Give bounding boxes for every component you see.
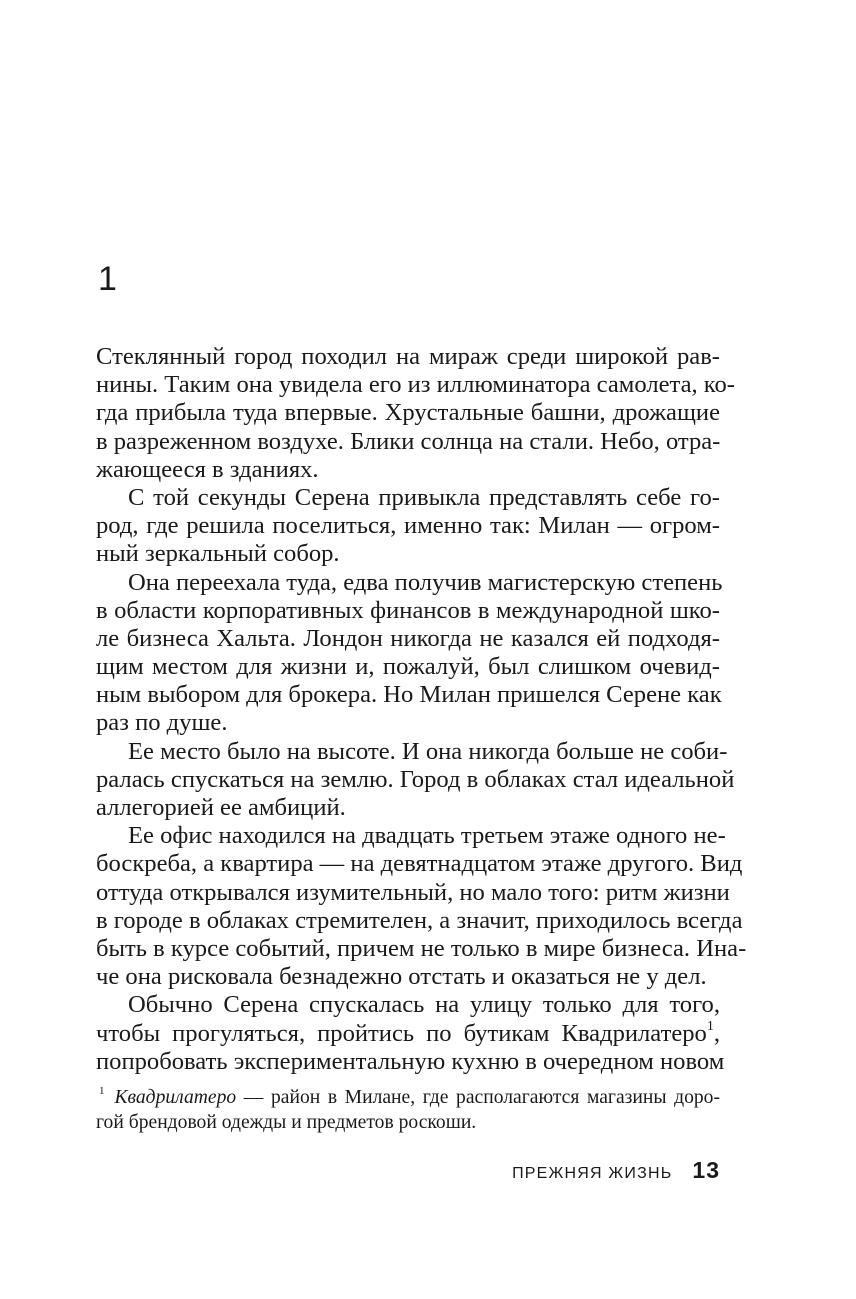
text-line: в области корпоративных финансов в международной шко- [96, 596, 720, 624]
text-fragment: чтобы прогуляться, пройтись по бутикам Квадрилатеро [96, 1019, 707, 1047]
text-line: оттуда открывался изумительный, но мало того: ритм жизни [96, 878, 730, 906]
text-line: Ее офис находился на двадцать третьем этаже одного не- [128, 822, 726, 850]
chapter-number: 1 [98, 260, 117, 298]
text-line: в городе в облаках стремителен, а значит, приходилось всегда [96, 906, 743, 934]
text-line: боскреба, а квартира — на девятнадцатом этаже другого. Вид [96, 850, 743, 878]
text-line: Она переехала туда, едва получив магистерскую степень [128, 568, 723, 596]
text-line: че она рисковала безнадежно отстать и оказаться не у дел. [96, 963, 707, 991]
body-text [96, 343, 747, 1076]
running-section-title: ПРЕЖНЯЯ ЖИЗНЬ [512, 1165, 673, 1182]
footnote-mark: 1 [99, 1085, 105, 1097]
text-line-with-footnote [96, 1020, 720, 1048]
text-line: ралась спускаться на землю. Город в облаках стал идеальной [96, 765, 735, 793]
text-line: род, где решила поселиться, именно так: Милан — огром- [96, 512, 720, 540]
text-line: ным выбором для брокера. Но Милан пришелся Серене как [96, 681, 722, 709]
text-line: нины. Таким она увидела его из иллюминатора самолета, ко- [96, 371, 735, 399]
footnote-line [96, 1086, 720, 1111]
running-footer [512, 1157, 720, 1184]
text-fragment: , [713, 1019, 720, 1047]
text-line: С той секунды Серена привыкла представлять себе го- [128, 483, 720, 511]
text-line: попробовать экспериментальную кухню в очередном новом [96, 1047, 725, 1075]
text-line: щим местом для жизни и, пожалуй, был слишком очевид- [96, 653, 720, 681]
text-line: раз по душе. [96, 709, 228, 737]
text-line: гда прибыла туда впервые. Хрустальные башни, дрожащие [96, 399, 720, 427]
text-line: ле бизнеса Хальта. Лондон никогда не казался ей подходя- [96, 624, 720, 652]
footnote-text: — район в Милане, где располагаются магазины доро- [236, 1087, 720, 1108]
footnote-line: гой брендовой одежды и предметов роскоши. [96, 1111, 477, 1133]
text-line: Стеклянный город походил на мираж среди широкой рав- [96, 343, 720, 370]
footnote-term: Квадрилатеро [114, 1087, 237, 1108]
text-line: жающееся в зданиях. [96, 455, 319, 483]
text-line: Ее место было на высоте. И она никогда больше не соби- [128, 737, 728, 765]
footnote [96, 1086, 720, 1135]
text-line: Обычно Серена спускалась на улицу только для того, [128, 991, 720, 1019]
text-line: в разреженном воздухе. Блики солнца на стали. Небо, отра- [96, 427, 721, 455]
text-line: аллегорией ее амбиций. [96, 794, 346, 821]
footnote-reference[interactable]: 1 [706, 1018, 714, 1034]
text-line: ный зеркальный собор. [96, 540, 340, 568]
text-line: быть в курсе событий, причем не только в мире бизнеса. Ина- [96, 934, 747, 962]
page-number: 13 [692, 1157, 720, 1183]
